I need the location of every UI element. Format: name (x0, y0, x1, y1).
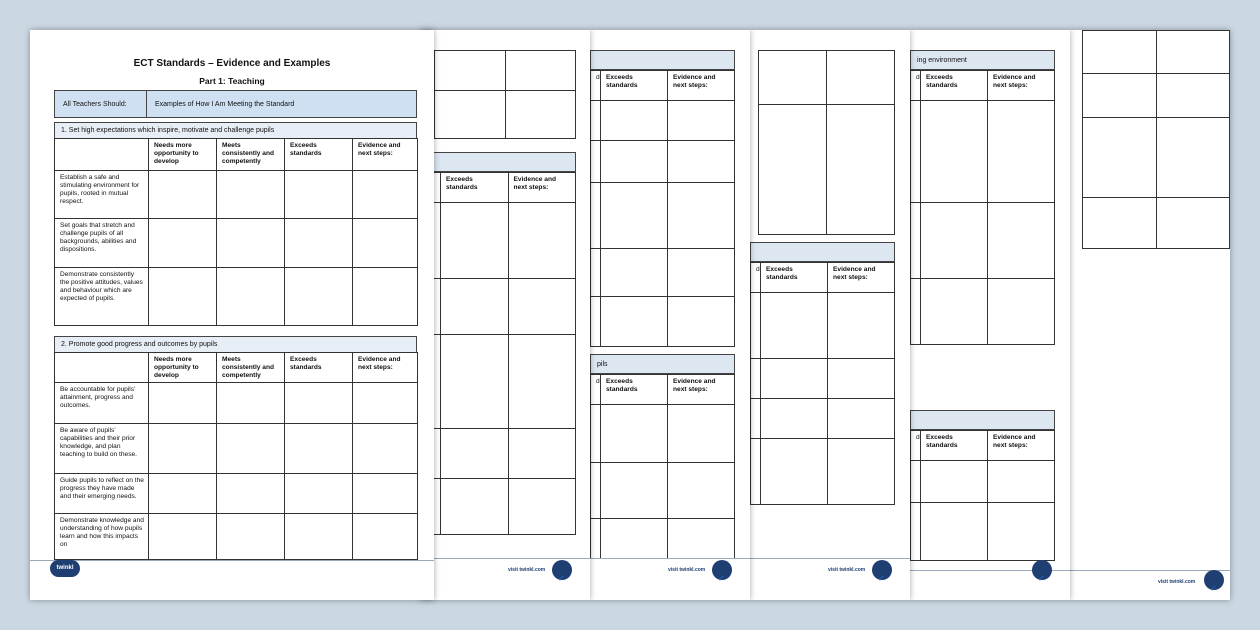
exceeds-cell[interactable] (285, 383, 353, 424)
visit-link: visit twinkl.com (828, 567, 866, 573)
exceeds-cell[interactable] (285, 474, 353, 514)
table-row (55, 171, 418, 219)
table-row (55, 424, 418, 474)
exceeds-cell[interactable] (285, 171, 353, 219)
needs-cell[interactable] (149, 514, 217, 560)
back-table (1082, 30, 1230, 249)
tick-icon: ✓ (1038, 574, 1045, 583)
section-heading: pils (590, 354, 735, 374)
col-evidence: Evidence and next steps: (353, 353, 418, 383)
back-page-2 (420, 30, 590, 600)
footer-line (420, 558, 590, 559)
evidence-cell[interactable] (353, 514, 418, 560)
back-page-3 (590, 30, 750, 600)
section-heading (420, 152, 576, 172)
header-col-examples: Examples of How I Am Meeting the Standard (155, 101, 295, 108)
footer-line (30, 560, 434, 561)
section-1-table (54, 138, 418, 326)
back-page-6 (1070, 30, 1230, 600)
needs-cell[interactable] (149, 268, 217, 326)
footer-line (1070, 570, 1230, 571)
evidence-cell[interactable] (353, 474, 418, 514)
back-table: d Exceeds standards Evidence and next steps: (590, 70, 735, 347)
standard-text: Be aware of pupils’ capabilities and their prior knowledge, and plan teaching to build on these. (55, 424, 149, 474)
needs-cell[interactable] (149, 383, 217, 424)
col-needs: Needs more opportunity to develop (149, 353, 217, 383)
back-table: d Exceeds standards Evidence and next steps: (910, 430, 1055, 561)
meets-cell[interactable] (217, 474, 285, 514)
evidence-cell[interactable] (353, 268, 418, 326)
col-meets: Meets consistently and competently (217, 353, 285, 383)
meets-cell[interactable] (217, 171, 285, 219)
back-table: d Exceeds standards Evidence and next steps: (590, 374, 735, 559)
back-page-4 (750, 30, 910, 600)
table-row (55, 383, 418, 424)
standard-text: Guide pupils to reflect on the progress they have made and their emerging needs. (55, 474, 149, 514)
section-heading (910, 410, 1055, 430)
evidence-cell[interactable] (353, 219, 418, 268)
standard-text: Set goals that stretch and challenge pupils of all backgrounds, abilities and dispositions. (55, 219, 149, 268)
back-table: Exceeds standards Evidence and next steps: (420, 172, 576, 535)
meets-cell[interactable] (217, 383, 285, 424)
needs-cell[interactable] (149, 219, 217, 268)
exceeds-cell[interactable] (285, 514, 353, 560)
col-exceeds: Exceeds standards (285, 353, 353, 383)
tick-icon: ✓ (878, 574, 885, 583)
section-1-heading: 1. Set high expectations which inspire, motivate and challenge pupils (54, 122, 417, 138)
back-table (434, 50, 576, 139)
document-title: ECT Standards – Evidence and Examples (133, 58, 331, 69)
section-heading (750, 242, 895, 262)
table-row (55, 474, 418, 514)
meets-cell[interactable] (217, 268, 285, 326)
back-table (758, 50, 895, 235)
table-row (55, 514, 418, 560)
twinkl-logo: twinkl (50, 560, 80, 577)
table-row (55, 268, 418, 326)
tick-icon: ✓ (558, 574, 565, 583)
back-page-5 (910, 30, 1070, 600)
visit-link: visit twinkl.com (1158, 579, 1196, 585)
needs-cell[interactable] (149, 474, 217, 514)
header-row (54, 90, 417, 118)
section-2-table (54, 352, 418, 560)
tick-icon: ✓ (1210, 584, 1217, 593)
exceeds-cell[interactable] (285, 268, 353, 326)
section-heading: ing environment (910, 50, 1055, 70)
standard-text: Demonstrate consistently the positive attitudes, values and behaviour which are expected of pupils. (55, 268, 149, 326)
col-evidence: Evidence and next steps: (353, 139, 418, 171)
col-meets: Meets consistently and competently (217, 139, 285, 171)
standard-text: Demonstrate knowledge and understanding of how pupils learn and how this impacts on (55, 514, 149, 560)
evidence-cell[interactable] (353, 383, 418, 424)
exceeds-cell[interactable] (285, 424, 353, 474)
standard-text: Establish a safe and stimulating environment for pupils, rooted in mutual respect. (55, 171, 149, 219)
meets-cell[interactable] (217, 424, 285, 474)
document-subtitle: Part 1: Teaching (199, 76, 265, 86)
section-heading (590, 50, 735, 70)
meets-cell[interactable] (217, 219, 285, 268)
footer-line (750, 558, 910, 559)
evidence-cell[interactable] (353, 424, 418, 474)
col-needs: Needs more opportunity to develop (149, 139, 217, 171)
back-table: d Exceeds standards Evidence and next steps: (750, 262, 895, 505)
exceeds-cell[interactable] (285, 219, 353, 268)
table-row (55, 219, 418, 268)
visit-link: visit twinkl.com (668, 567, 706, 573)
front-page (30, 30, 434, 600)
col-exceeds: Exceeds standards (285, 139, 353, 171)
back-table: d Exceeds standards Evidence and next steps: (910, 70, 1055, 345)
needs-cell[interactable] (149, 171, 217, 219)
tick-icon: ✓ (718, 574, 725, 583)
needs-cell[interactable] (149, 424, 217, 474)
meets-cell[interactable] (217, 514, 285, 560)
visit-link: visit twinkl.com (508, 567, 546, 573)
header-col-teachers: All Teachers Should: (55, 91, 147, 117)
evidence-cell[interactable] (353, 171, 418, 219)
standard-text: Be accountable for pupils’ attainment, progress and outcomes. (55, 383, 149, 424)
section-2-heading: 2. Promote good progress and outcomes by pupils (54, 336, 417, 352)
footer-line (590, 558, 750, 559)
